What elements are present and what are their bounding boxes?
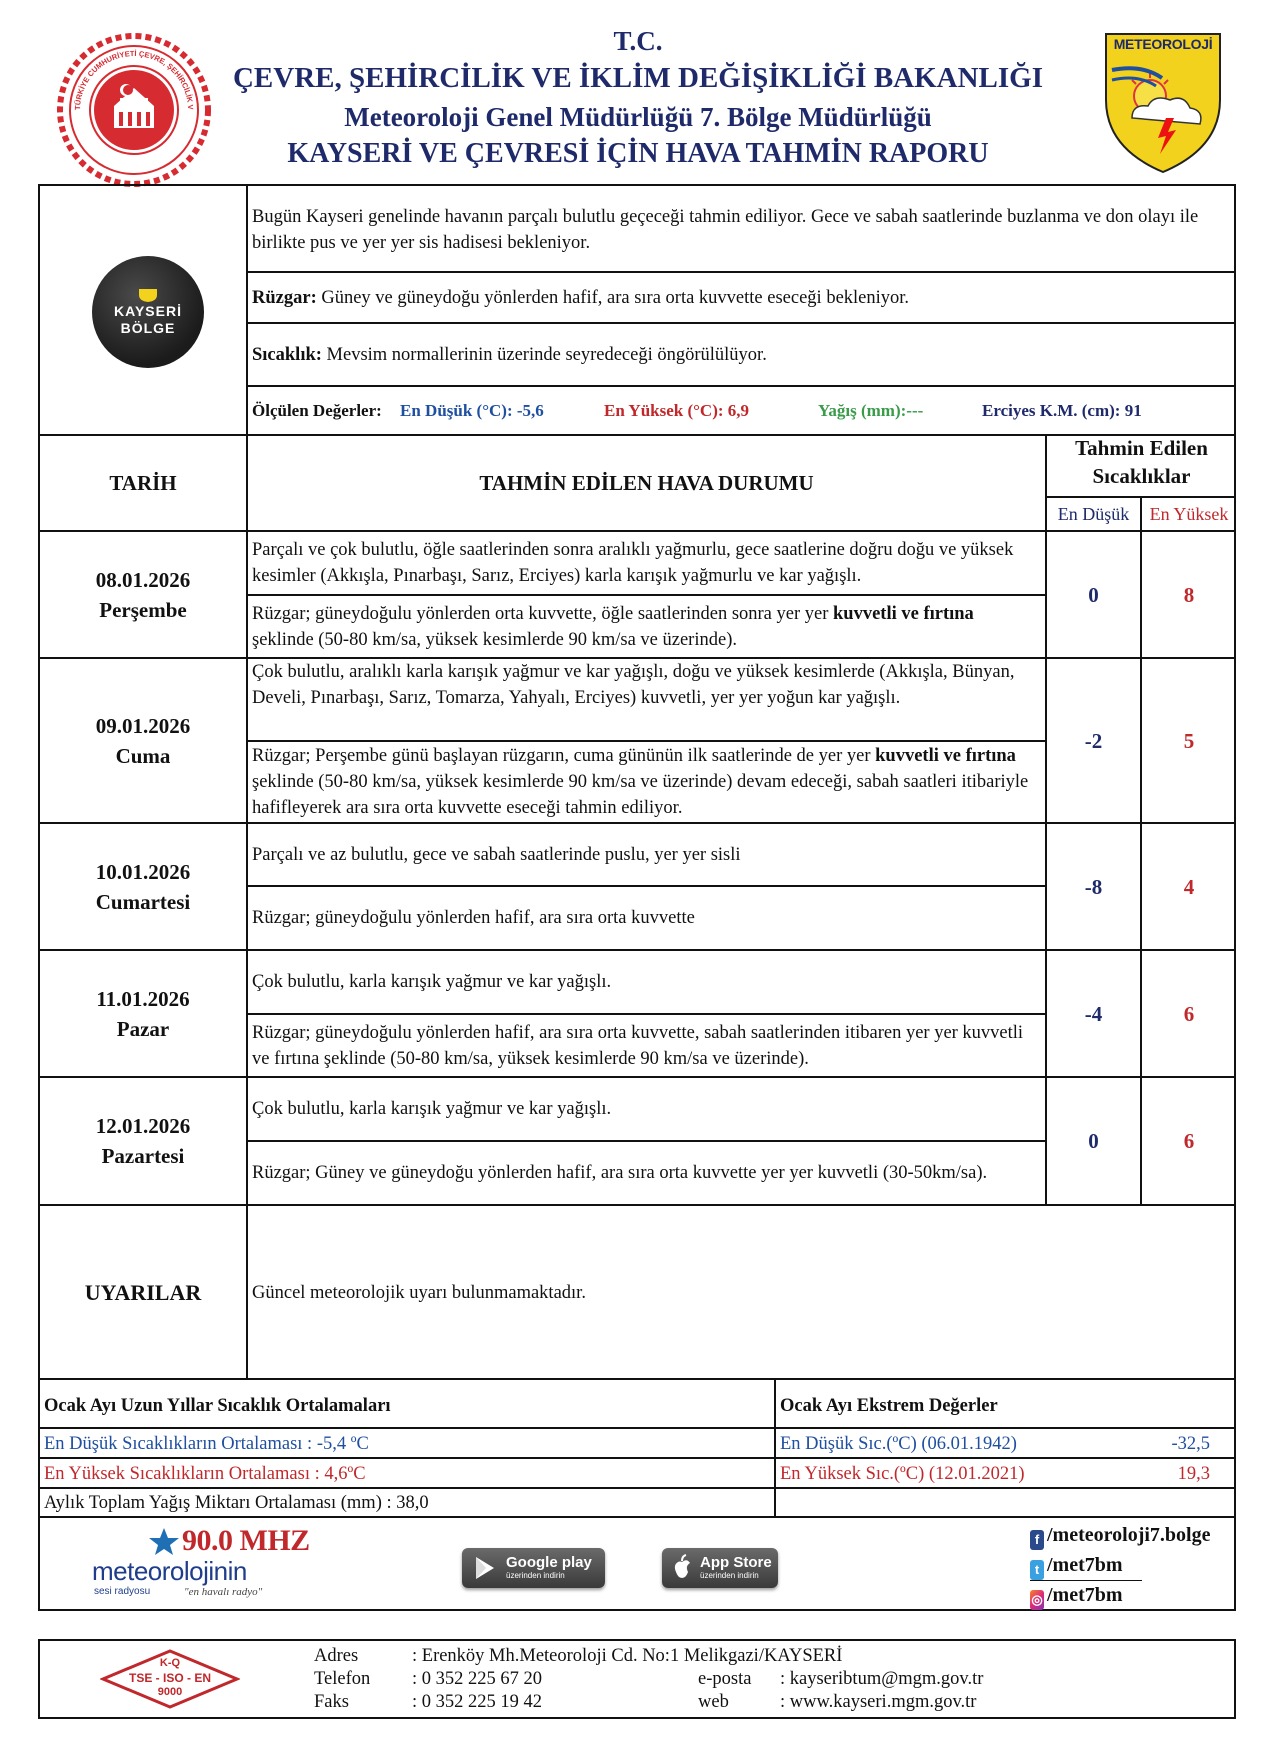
address-value: : Erenköy Mh.Meteoroloji Cd. No:1 Melikgazi/KAYSERİ [412,1646,843,1666]
row-min-temp: 0 [1088,582,1099,607]
fax-label: Faks [314,1692,349,1712]
col-header-temps-line1: Tahmin Edilen [1075,436,1208,460]
page-title: KAYSERİ VE ÇEVRESİ İÇİN HAVA TAHMİN RAPORU [287,138,989,169]
phone-value: : 0 352 225 67 20 [412,1669,543,1689]
col-header-forecast: TAHMİN EDİLEN HAVA DURUMU [479,471,814,495]
tse-cert-icon [100,1648,240,1710]
col-header-temps-line2: Sıcaklıklar [1092,464,1191,488]
temp-label: Sıcaklık: [252,344,322,365]
row-weather [252,532,1040,594]
row-wind-text: Rüzgar; Perşembe günü başlayan rüzgarın, cuma gününün ilk saatlerinde de yer yer [252,746,876,766]
table-row-date [40,532,246,657]
row-day: Cumartesi [95,889,191,914]
stats-left-min: En Düşük Sıcaklıkların Ortalaması : -5,4 ºC [44,1434,369,1454]
email-label: e-posta [698,1669,752,1689]
stats-right-title: Ocak Ayı Ekstrem Değerler [780,1396,998,1416]
google-play-label: Google play [506,1554,592,1571]
stats-right-min-value: -32,5 [1171,1434,1210,1454]
summary-wind [252,273,1227,322]
table-row-date [40,1078,246,1204]
row-date: 12.01.2026 [95,1114,191,1138]
row-max-temp: 4 [1183,874,1195,899]
app-store-label: App Store [700,1554,772,1571]
summary-temperature [252,324,1227,385]
meteoroloji-logo-icon [1102,30,1224,176]
meteoroloji-logo-text: METEOROLOJİ [1113,36,1213,52]
col-header-date: TARİH [109,471,177,495]
divider [1030,1580,1142,1581]
google-play-icon [470,1553,500,1583]
row-weather-text: Çok bulutlu, karla karışık yağmur ve kar yağışlı. [252,1099,612,1119]
meteoroloji-mini-icon [137,287,159,303]
star-icon [144,1526,184,1556]
stats-right-min-label: En Düşük Sıc.(ºC) (06.01.1942) [780,1434,1017,1454]
radio-subtitle: sesi radyosu [94,1586,151,1597]
row-weather-text: Çok bulutlu, aralıklı karla karışık yağmur ve kar yağışlı, doğu ve yüksek kesimlerde (Akkışla, Bünyan, Develi, Pınarbaşı, Sarız, Tomarza, Yahyalı, Erciyes) kuvvetli, yer yer yoğun kar yağışlı. [252,662,1015,708]
row-day: Pazar [116,1016,170,1041]
row-weather [252,951,1040,1013]
col-header-temps [1047,434,1236,490]
wind-label: Rüzgar: [252,287,317,308]
ministry-seal-icon [56,32,212,188]
instagram-link[interactable] [1030,1584,1123,1610]
twitter-icon: t [1030,1560,1044,1580]
measured-label: Ölçülen Değerler: [252,400,382,420]
row-wind [252,596,1040,657]
table-row-date [40,951,246,1076]
row-max-temp: 6 [1183,1001,1195,1026]
divider [38,1516,1236,1518]
table-row-date [40,659,246,822]
facebook-handle: /meteoroloji7.bolge [1047,1524,1211,1546]
measured-values [252,387,1232,434]
row-weather-text: Parçalı ve çok bulutlu, öğle saatlerinden sonra aralıklı yağmurlu, gece saatlerine doğru doğu ve yüksek kesimler (Akkışla, Pınarbaşı, Sarız, Erciyes) karla karışık yağmurlu ve kar yağışlı. [252,540,1014,586]
row-wind-text-end: şeklinde (50-80 km/sa, yüksek kesimlerde 90 km/sa ve üzerinde) devam edeceği, sabah saatleri itibariyle hafifleyerek ara sıra orta kuvvette eseceği tahmin ediliyor. [252,772,1029,818]
row-max-temp: 5 [1183,728,1195,753]
col-header-min: En Düşük [1057,504,1130,524]
row-weather-text: Parçalı ve az bulutlu, gece ve sabah saatlerinde puslu, yer yer sisli [252,844,741,865]
row-wind-text: Rüzgar; güneydoğulu yönlerden hafif, ara sıra orta kuvvette, sabah saatlerinden itibaren yer yer kuvvetli ve fırtına şeklinde (50-80 km/sa, yüksek kesimlerde 90 km/sa ve üzerinde). [252,1022,1024,1069]
stats-left-max: En Yüksek Sıcaklıkların Ortalaması : 4,6ºC [44,1464,366,1484]
row-min-temp: -4 [1084,1001,1103,1026]
stats-left-title: Ocak Ayı Uzun Yıllar Sıcaklık Ortalamaları [44,1396,391,1416]
row-date: 09.01.2026 [95,713,191,738]
row-wind-text: Rüzgar; güneydoğulu yönlerden orta kuvvette, öğle saatlerinden sonra yer yer [252,603,834,624]
row-max-temp: 6 [1183,1129,1195,1153]
row-day: Pazartesi [101,1144,185,1168]
web-label: web [698,1692,729,1712]
row-date: 10.01.2026 [95,859,191,884]
wind-text: Güney ve güneydoğu yönlerden hafif, ara sıra orta kuvvette eseceği bekleniyor. [316,287,910,308]
stats-right-max-value: 19,3 [1177,1464,1210,1484]
row-wind [252,742,1040,822]
summary-general-text: Bugün Kayseri genelinde havanın parçalı bulutlu geçeceği tahmin ediliyor. Gece ve sabah saatlerinde buzlanma ve don olayı ile birlikte pus ve yer yer sis hadisesi bekleniyor. [252,207,1199,253]
app-store-button[interactable] [662,1548,778,1588]
address-label: Adres [314,1646,359,1666]
summary-general [252,204,1227,256]
row-date: 08.01.2026 [95,567,191,592]
row-wind-text: Rüzgar; Güney ve güneydoğu yönlerden hafif, ara sıra orta kuvvette yer yer kuvvetli (30-50km/sa). [252,1163,988,1183]
row-weather-text: Çok bulutlu, karla karışık yağmur ve kar yağışlı. [252,972,612,992]
svg-text:TÜRKİYE CUMHURİYETİ ÇEVRE, ŞEH: TÜRKİYE CUMHURİYETİ ÇEVRE, ŞEHİRCİLİK V [72,48,196,111]
stats-right-max-label: En Yüksek Sıc.(ºC) (12.01.2021) [780,1464,1025,1484]
row-day: Cuma [115,743,171,768]
cert-line3: 9000 [157,1686,183,1698]
google-play-button[interactable] [462,1548,605,1588]
row-day: Perşembe [99,597,187,622]
row-wind-text-end: şeklinde (50-80 km/sa, yüksek kesimlerde 90 km/sa ve üzerinde). [252,629,737,650]
warnings-text-value: Güncel meteorolojik uyarı bulunmamaktadır. [252,1283,586,1303]
radio-frequency: 90.0 MHZ [182,1524,310,1557]
radio-logo [92,1524,322,1604]
row-wind [252,1015,1040,1076]
divider [774,1378,776,1518]
stats-left-precip: Aylık Toplam Yağış Miktarı Ortalaması (mm) : 38,0 [44,1493,429,1513]
facebook-icon: f [1030,1530,1044,1550]
row-weather [252,659,1040,740]
cert-line2: TSE - ISO - EN [128,1671,211,1685]
measured-precip: Yağış (mm):--- [818,400,924,420]
facebook-link[interactable] [1030,1524,1210,1550]
instagram-icon: ◎ [1030,1590,1044,1610]
measured-max: En Yüksek (°C): 6,9 [604,400,750,420]
instagram-handle: /met7bm [1047,1584,1123,1606]
cert-line1: K-Q [159,1657,181,1669]
twitter-link[interactable] [1030,1554,1123,1580]
app-store-sublabel: üzerinden indirin [700,1571,759,1580]
badge-line1: KAYSERİ [114,303,182,319]
temp-text: Mevsim normallerinin üzerinde seyredeceği öngörülülüyor. [321,344,767,365]
header-directorate: Meteoroloji Genel Müdürlüğü 7. Bölge Müdürlüğü [344,102,932,132]
row-min-temp: -8 [1084,874,1103,899]
row-wind-text: Rüzgar; güneydoğulu yönlerden hafif, ara sıra orta kuvvette [252,908,695,928]
table-row-date [40,824,246,949]
radio-name: meteorolojinin [92,1556,247,1586]
badge-line2: BÖLGE [120,320,176,336]
header-tc: T.C. [613,26,663,56]
row-wind [252,887,1040,949]
apple-icon [670,1554,694,1582]
email-link[interactable]: : kayseribtum@mgm.gov.tr [780,1669,984,1689]
row-min-temp: 0 [1088,1129,1099,1153]
twitter-handle: /met7bm [1047,1554,1123,1576]
row-date: 11.01.2026 [96,986,190,1011]
header-ministry: ÇEVRE, ŞEHİRCİLİK VE İKLİM DEĞİŞİKLİĞİ BAKANLIĞI [232,62,1044,94]
measured-snow: Erciyes K.M. (cm): 91 [982,400,1142,420]
row-min-temp: -2 [1084,728,1103,753]
col-header-max: En Yüksek [1149,504,1229,524]
row-wind-bold: kuvvetli ve fırtına [833,603,974,624]
fax-value: : 0 352 225 19 42 [412,1692,543,1712]
kayseri-region-badge [92,256,204,368]
warnings-label: UYARILAR [84,1280,202,1305]
divider [38,1427,1236,1429]
web-link[interactable]: : www.kayseri.mgm.gov.tr [780,1692,977,1712]
row-weather [252,1078,1040,1140]
divider [246,184,248,1380]
row-wind-bold: kuvvetli ve fırtına [875,746,1016,766]
radio-slogan: "en havalı radyo" [184,1586,263,1598]
row-weather [252,824,1040,885]
warnings-text [252,1206,1222,1380]
google-play-sublabel: üzerinden indirin [506,1571,565,1580]
row-max-temp: 8 [1183,582,1195,607]
divider [38,1457,1236,1459]
row-wind [252,1142,1040,1204]
phone-label: Telefon [314,1669,371,1689]
divider [38,1487,1236,1489]
measured-min: En Düşük (°C): -5,6 [400,400,544,420]
